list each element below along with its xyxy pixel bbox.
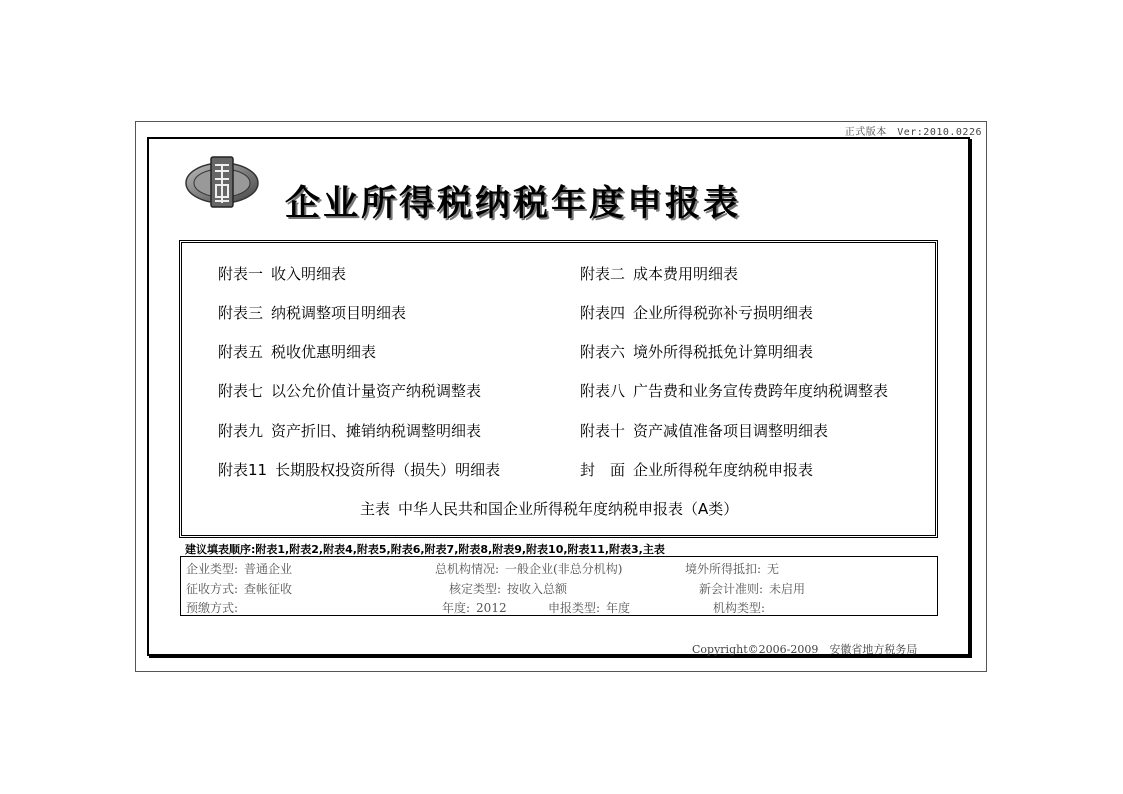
menu-item-code: 附表一 — [218, 265, 264, 283]
info-value: 无 — [767, 562, 780, 576]
menu-item-code: 附表七 — [218, 382, 264, 400]
menu-item-code: 主表 — [360, 500, 391, 518]
info-org-type — [713, 599, 771, 616]
info-foreign-credit — [685, 560, 779, 577]
menu-item-label: 资产减值准备项目调整明细表 — [633, 422, 829, 440]
menu-item-label: 广告费和业务宣传费跨年度纳税调整表 — [633, 382, 889, 400]
menu-item-label: 成本费用明细表 — [633, 265, 739, 283]
info-value: 查帐征收 — [244, 582, 293, 596]
version-label: 正式版本 Ver:2010.0226 — [844, 127, 982, 138]
menu-item-label: 境外所得税抵免计算明细表 — [633, 343, 814, 361]
menu-item-code: 封 面 — [580, 461, 626, 479]
menu-item-schedule-5[interactable] — [218, 341, 376, 362]
menu-item-label: 纳税调整项目明细表 — [271, 304, 407, 322]
menu-item-label: 以公允价值计量资产纳税调整表 — [271, 382, 482, 400]
menu-item-schedule-3[interactable] — [218, 302, 406, 323]
menu-item-code: 附表六 — [580, 343, 626, 361]
info-label: 申报类型: — [548, 601, 601, 615]
menu-item-schedule-9[interactable] — [218, 420, 481, 441]
menu-item-schedule-4[interactable] — [580, 302, 813, 323]
fill-order-hint: 建议填表顺序:附表1,附表2,附表4,附表5,附表6,附表7,附表8,附表9,附表10,附表11,附表3,主表 — [185, 543, 665, 556]
menu-item-schedule-1[interactable] — [218, 263, 346, 284]
menu-item-schedule-11[interactable] — [218, 459, 500, 480]
info-label: 机构类型: — [713, 601, 766, 615]
info-value: 普通企业 — [244, 562, 293, 576]
tax-emblem-icon — [184, 155, 260, 211]
menu-item-label: 中华人民共和国企业所得税年度纳税申报表（A类） — [398, 500, 739, 518]
menu-item-code: 附表三 — [218, 304, 264, 322]
info-hq — [435, 560, 622, 577]
menu-item-code: 附表二 — [580, 265, 626, 283]
info-accounting — [699, 580, 805, 597]
info-label: 境外所得抵扣: — [685, 562, 762, 576]
info-verify-type — [449, 580, 567, 597]
page-title: 企业所得税纳税年度申报表 — [285, 184, 742, 224]
menu-item-code: 附表四 — [580, 304, 626, 322]
info-label: 征收方式: — [186, 582, 239, 596]
menu-item-label: 企业所得税弥补亏损明细表 — [633, 304, 814, 322]
menu-item-code: 附表11 — [218, 461, 268, 479]
menu-item-code: 附表九 — [218, 422, 264, 440]
info-label: 企业类型: — [186, 562, 239, 576]
menu-item-label: 收入明细表 — [271, 265, 347, 283]
menu-item-main-table[interactable] — [360, 498, 738, 519]
info-label: 预缴方式: — [186, 601, 239, 615]
menu-item-code: 附表五 — [218, 343, 264, 361]
info-enterprise-type — [186, 560, 292, 577]
info-year — [442, 599, 507, 616]
copyright-notice: Copyright©2006-2009 安徽省地方税务局 — [692, 643, 918, 656]
menu-item-label: 税收优惠明细表 — [271, 343, 377, 361]
menu-item-label: 资产折旧、摊销纳税调整明细表 — [271, 422, 482, 440]
menu-item-schedule-6[interactable] — [580, 341, 813, 362]
info-value: 按收入总额 — [507, 582, 568, 596]
menu-item-label: 企业所得税年度纳税申报表 — [633, 461, 814, 479]
menu-item-cover[interactable] — [580, 459, 813, 480]
info-label: 新会计准则: — [699, 582, 764, 596]
menu-item-schedule-7[interactable] — [218, 380, 481, 401]
menu-item-schedule-8[interactable] — [580, 380, 888, 401]
info-value: 一般企业(非总分机构) — [505, 562, 623, 576]
info-value: 未启用 — [769, 582, 806, 596]
menu-item-schedule-10[interactable] — [580, 420, 828, 441]
info-value: 年度 — [606, 601, 631, 615]
info-label: 总机构情况: — [435, 562, 500, 576]
menu-item-code: 附表十 — [580, 422, 626, 440]
menu-item-schedule-2[interactable] — [580, 263, 738, 284]
menu-item-code: 附表八 — [580, 382, 626, 400]
info-report-type — [548, 599, 630, 616]
info-value: 2012 — [476, 601, 507, 615]
info-label: 核定类型: — [449, 582, 502, 596]
info-prepay — [186, 599, 244, 616]
info-collection — [186, 580, 292, 597]
info-label: 年度: — [442, 601, 471, 615]
menu-item-label: 长期股权投资所得（损失）明细表 — [275, 461, 501, 479]
